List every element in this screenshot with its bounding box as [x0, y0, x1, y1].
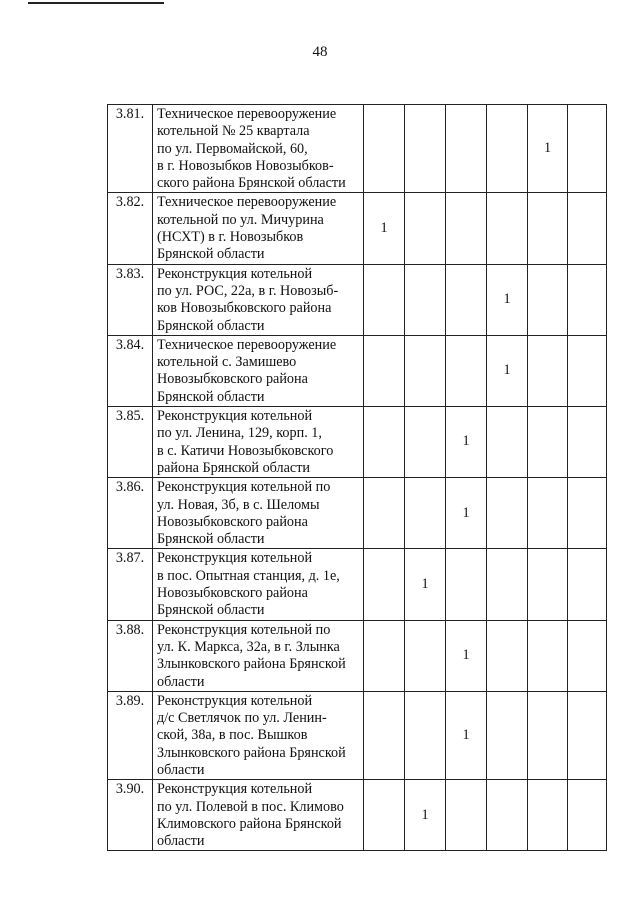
row-number: 3.81. — [108, 105, 153, 193]
facility-name-line: в г. Новозыбков Новозыбков- — [157, 157, 334, 174]
value-cell-5 — [528, 620, 568, 691]
facility-name — [153, 105, 364, 193]
value-cell-5 — [528, 549, 568, 620]
facility-name-line: Новозыбковского района — [157, 585, 308, 602]
value-cell-1 — [364, 105, 405, 193]
row-number: 3.86. — [108, 478, 153, 549]
facility-name — [153, 549, 364, 620]
value-cell-1 — [364, 335, 405, 406]
facility-name-line: Техническое перевооружение — [157, 106, 337, 122]
value-cell-6 — [568, 620, 607, 691]
table-row — [108, 780, 607, 851]
table-row — [108, 620, 607, 691]
table-row — [108, 478, 607, 549]
facility-name-line: Реконструкция котельной — [157, 408, 313, 425]
facility-name-line: Реконструкция котельной по — [157, 479, 331, 496]
facility-name-line: Злынковского района Брянской — [157, 656, 346, 673]
facility-name-line: (НСХТ) в г. Новозыбков — [157, 229, 304, 246]
value-cell-5 — [528, 264, 568, 335]
facility-name-line: области — [157, 833, 205, 850]
facility-name-line: Брянской области — [157, 317, 265, 334]
value-cell-6 — [568, 193, 607, 264]
value-cell-6 — [568, 478, 607, 549]
facility-name-line: Реконструкция котельной — [157, 692, 313, 709]
row-number: 3.84. — [108, 335, 153, 406]
facility-name — [153, 478, 364, 549]
facility-name-line: Техническое перевооружение — [157, 336, 337, 353]
row-number: 3.83. — [108, 264, 153, 335]
facility-name-line: Реконструкция котельной — [157, 550, 313, 567]
value-cell-4 — [487, 193, 528, 264]
value-cell-1 — [364, 691, 405, 779]
table-row — [108, 691, 607, 779]
value-cell-4 — [487, 620, 528, 691]
value-cell-5 — [528, 193, 568, 264]
row-number: 3.89. — [108, 691, 153, 779]
facility-name-line: Брянской области — [157, 602, 265, 619]
facility-name-line: Реконструкция котельной — [157, 781, 313, 798]
row-number: 3.85. — [108, 407, 153, 478]
facility-name-line: в с. Катичи Новозыбковского — [157, 442, 334, 459]
facility-name-line: по ул. Первомайской, 60, — [157, 140, 308, 157]
value-cell-4 — [487, 105, 528, 193]
facility-name-line: ул. К. Маркса, 32а, в г. Злынка — [157, 638, 340, 655]
value-cell-5: 1 — [528, 105, 568, 193]
value-cell-3: 1 — [446, 620, 487, 691]
top-rule — [28, 2, 164, 4]
value-cell-4 — [487, 407, 528, 478]
value-cell-5 — [528, 478, 568, 549]
facility-name — [153, 620, 364, 691]
facility-name-line: области — [157, 761, 205, 778]
facility-name — [153, 691, 364, 779]
value-cell-6 — [568, 264, 607, 335]
facility-name-line: котельной № 25 квартала — [157, 123, 310, 140]
value-cell-3 — [446, 264, 487, 335]
facility-name-line: по ул. Ленина, 129, корп. 1, — [157, 425, 322, 442]
row-number: 3.88. — [108, 620, 153, 691]
table-row — [108, 335, 607, 406]
value-cell-6 — [568, 691, 607, 779]
facility-name-line: Брянской области — [157, 531, 265, 548]
row-number: 3.82. — [108, 193, 153, 264]
facility-name — [153, 193, 364, 264]
value-cell-5 — [528, 780, 568, 851]
table-body — [108, 105, 607, 851]
value-cell-2 — [405, 407, 446, 478]
value-cell-4: 1 — [487, 264, 528, 335]
value-cell-2: 1 — [405, 780, 446, 851]
value-cell-4 — [487, 478, 528, 549]
facility-name-line: по ул. Полевой в пос. Климово — [157, 798, 344, 815]
facility-name-line: Брянской области — [157, 246, 265, 263]
value-cell-4 — [487, 691, 528, 779]
value-cell-1 — [364, 620, 405, 691]
value-cell-3 — [446, 335, 487, 406]
table-row — [108, 407, 607, 478]
value-cell-1 — [364, 549, 405, 620]
table-row — [108, 264, 607, 335]
value-cell-3: 1 — [446, 407, 487, 478]
value-cell-1 — [364, 407, 405, 478]
facility-name-line: ул. Новая, 3б, в с. Шеломы — [157, 496, 320, 513]
facilities-table — [107, 104, 607, 851]
facility-name — [153, 407, 364, 478]
table-row — [108, 549, 607, 620]
value-cell-1: 1 — [364, 193, 405, 264]
facility-name-line: котельной с. Замишево — [157, 354, 297, 371]
facility-name-line: Реконструкция котельной — [157, 265, 313, 282]
value-cell-6 — [568, 105, 607, 193]
page-number: 48 — [312, 44, 328, 60]
facility-name-line: Новозыбковского района — [157, 513, 308, 530]
value-cell-3 — [446, 105, 487, 193]
value-cell-5 — [528, 407, 568, 478]
value-cell-3: 1 — [446, 691, 487, 779]
facility-name — [153, 780, 364, 851]
facility-name-line: по ул. РОС, 22а, в г. Новозыб- — [157, 282, 339, 299]
value-cell-5 — [528, 335, 568, 406]
value-cell-6 — [568, 335, 607, 406]
value-cell-6 — [568, 780, 607, 851]
value-cell-5 — [528, 691, 568, 779]
facility-name-line: Климовского района Брянской — [157, 815, 342, 832]
facility-name-line: в пос. Опытная станция, д. 1е, — [157, 567, 340, 584]
facility-name-line: Новозыбковского района — [157, 371, 308, 388]
value-cell-1 — [364, 780, 405, 851]
facility-name-line: Брянской области — [157, 388, 265, 405]
facility-name-line: области — [157, 673, 205, 690]
facility-name — [153, 335, 364, 406]
value-cell-2 — [405, 691, 446, 779]
table-row — [108, 105, 607, 193]
row-number: 3.90. — [108, 780, 153, 851]
value-cell-3 — [446, 193, 487, 264]
facility-name-line: Реконструкция котельной по — [157, 621, 331, 638]
value-cell-2: 1 — [405, 549, 446, 620]
facility-name-line: Злынковского района Брянской — [157, 744, 346, 761]
table-row — [108, 193, 607, 264]
facility-name-line: района Брянской области — [157, 459, 310, 476]
value-cell-3 — [446, 780, 487, 851]
facility-name — [153, 264, 364, 335]
value-cell-2 — [405, 335, 446, 406]
value-cell-2 — [405, 105, 446, 193]
facility-name-line: котельной по ул. Мичурина — [157, 211, 324, 228]
value-cell-6 — [568, 407, 607, 478]
value-cell-6 — [568, 549, 607, 620]
value-cell-1 — [364, 264, 405, 335]
facility-name-line: д/с Светлячок по ул. Ленин- — [157, 710, 327, 727]
facility-name-line: ской, 38а, в пос. Вышков — [157, 727, 308, 744]
facility-name-line: ков Новозыбковского района — [157, 300, 332, 317]
facility-name-line: Техническое перевооружение — [157, 194, 337, 211]
value-cell-2 — [405, 264, 446, 335]
value-cell-4 — [487, 780, 528, 851]
value-cell-3 — [446, 549, 487, 620]
value-cell-2 — [405, 620, 446, 691]
value-cell-4: 1 — [487, 335, 528, 406]
facility-name-line: ского района Брянской области — [157, 175, 346, 192]
value-cell-4 — [487, 549, 528, 620]
value-cell-3: 1 — [446, 478, 487, 549]
value-cell-2 — [405, 478, 446, 549]
value-cell-1 — [364, 478, 405, 549]
row-number: 3.87. — [108, 549, 153, 620]
value-cell-2 — [405, 193, 446, 264]
